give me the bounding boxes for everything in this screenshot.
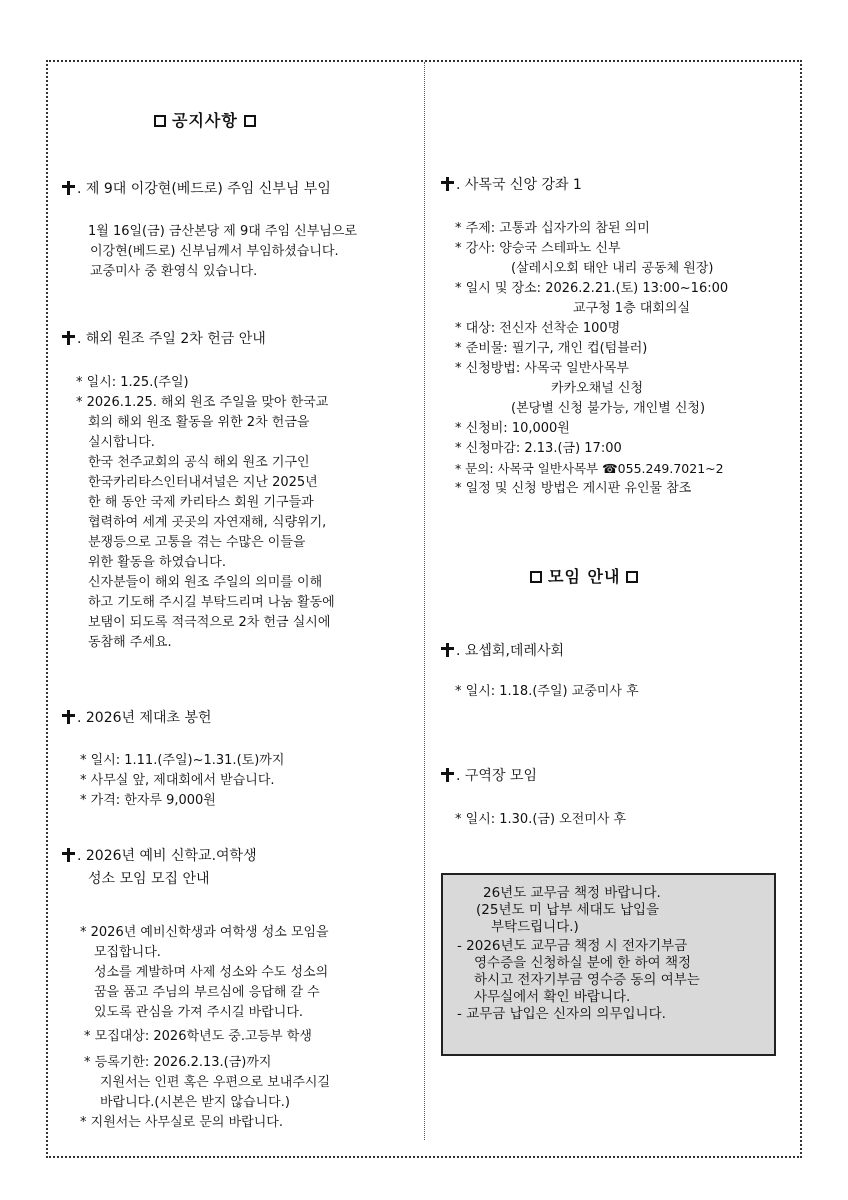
cross-icon <box>441 768 454 782</box>
cross-icon <box>62 331 75 345</box>
notice-title: 공지사항 <box>148 108 262 131</box>
candle-text: * 일시: 1.11.(주일)~1.31.(토)까지 * 사무실 앞, 제대회에서 받습니다. * 가격: 한자루 9,000원 <box>80 753 285 808</box>
section-heading-vocation: . 2026년 예비 신학교.여학생 성소 모임 모집 안내 <box>62 845 257 891</box>
section-heading-overseas-aid: . 해외 원조 주일 2차 헌금 안내 <box>62 328 266 348</box>
section-heading-josephs: . 요셉회,데레사회 <box>441 640 564 660</box>
section-heading-district-leaders: . 구역장 모임 <box>441 765 537 785</box>
section-heading-candle: . 2026년 제대초 봉헌 <box>62 707 212 727</box>
square-icon <box>530 571 542 583</box>
cross-icon <box>62 848 75 862</box>
priest-notice-text: 1월 16일(금) 금산본당 제 9대 주임 신부님으로 이강현(베드로) 신부님께서 부임하셨습니다. 교중미사 중 환영식 있습니다. <box>88 224 357 279</box>
josephs-text: * 일시: 1.18.(주일) 교중미사 후 <box>455 684 639 699</box>
lecture-text: * 주제: 고통과 십자가의 참된 의미 * 강사: 양승국 스테파노 신부 (살레시오회 태안 내리 공동체 원장) * 일시 및 장소: 2026.2.21.(토) 13:00~16:00 교구청 1층 대회의실 * 대상: 전신자 선착순 100명 * 준비물: 필기구, 개인 컵(텀블러) * 신청방법: 사목국 일반사목부 카카오채널 신청 (본당별 신청 불가능, 개인별 신청) * 신청비: 10,000원 * 신청마감: 2.13.(금) 17:00 * 문의: 사목국 일반사목부 ☎055.249.7021~2 * 일정 및 신청 방법은 게시판 유인물 참조 <box>455 221 729 496</box>
parish-dues-box: 26년도 교무금 책정 바랍니다. (25년도 미 납부 세대도 납입을 부탁드립니다.) - 2026년도 교무금 책정 시 전자기부금 영수증을 신청하실 분에 한 하여 책정 하시고 전자기부금 영수증 동의 여부는 사무실에서 확인 바랍니다. - 교무금 납입은 신자의 의무입니다. <box>441 873 776 1056</box>
square-icon <box>244 115 256 127</box>
section-heading-priest: . 제 9대 이강현(베드로) 주임 신부님 부임 <box>62 178 331 198</box>
column-divider <box>424 62 425 1140</box>
cross-icon <box>441 177 454 191</box>
cross-icon <box>62 181 75 195</box>
square-icon <box>626 571 638 583</box>
overseas-aid-text: * 일시: 1.25.(주일) * 2026.1.25. 해외 원조 주일을 맞아 한국교 회의 해외 원조 활동을 위한 2차 헌금을 실시합니다. 한국 천주교회의 공식 해외 원조 기구인 한국카리타스인터내셔널은 지난 2025년 한 해 동안 국제 카리타스 회원 기구들과 협력하여 세계 곳곳의 자연재해, 식량위기, 분쟁등으로 고통을 겪는 수많은 이들을 위한 활동을 하였습니다. 신자분들이 해외 원조 주일의 의미를 이해 하고 기도해 주시길 부탁드리며 나눔 활동에 보탬이 되도록 적극적으로 2차 헌금 실시에 동참해 주세요. <box>76 375 335 650</box>
district-leaders-text: * 일시: 1.30.(금) 오전미사 후 <box>455 812 627 827</box>
square-icon <box>154 115 166 127</box>
cross-icon <box>441 643 454 657</box>
section-heading-lecture: . 사목국 신앙 강좌 1 <box>441 174 582 194</box>
vocation-text: * 2026년 예비신학생과 여학생 성소 모임을 모집합니다. 성소를 계발하며 사제 성소와 수도 성소의 꿈을 품고 주님의 부르심에 응답해 갈 수 있도록 관심을 가져 주시길 바랍니다. * 모집대상: 2026학년도 중.고등부 학생 * 등록기한: 2026.2.13.(금)까지 지원서는 인편 혹은 우편으로 보내주시길 바랍니다.(시본은 받지 않습니다.) * 지원서는 사무실로 문의 바랍니다. <box>80 925 331 1130</box>
cross-icon <box>62 710 75 724</box>
meeting-title: 모임 안내 <box>524 564 644 587</box>
